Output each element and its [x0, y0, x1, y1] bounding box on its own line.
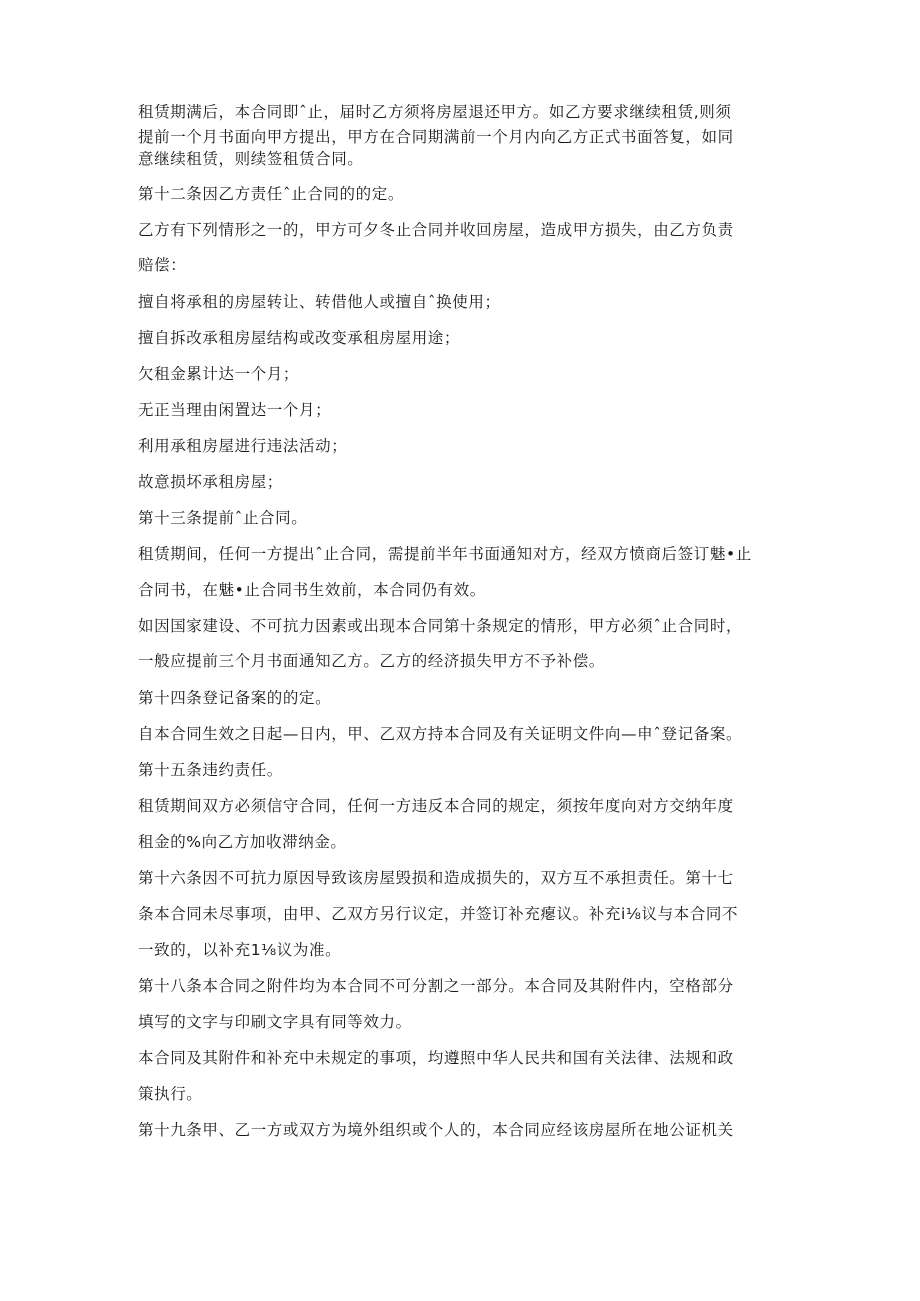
text-line: 第十八条本合同之附件均为本合同不可分割之一部分。本合同及其附件内，空格部分	[138, 977, 734, 995]
text-line: 赔偿：	[138, 256, 187, 274]
text-line: 本合同及其附件和补充中未规定的事项，均遵照中华人民共和国有关法律、法规和政	[138, 1049, 734, 1067]
text-line: 租赁期间双方必须信守合同，任何一方违反本合同的规定，须按年度向对方交纳年度	[138, 797, 734, 815]
article-heading: 第十二条因乙方责任ˆ止合同的的定。	[138, 185, 404, 203]
article-heading: 第十四条登记备案的的定。	[138, 689, 332, 707]
text-line: 擅自将承租的房屋转让、转借他人或擅自ˆ换使用；	[138, 293, 501, 311]
text-line: 如因国家建设、不可抗力因素或出现本合同第十条规定的情形，甲方必须ˆ止合同时，	[138, 617, 743, 635]
text-line: 故意损坏承租房屋；	[138, 473, 283, 491]
text-line: 合同书，在魅•止合同书生效前，本合同仍有效。	[138, 581, 486, 599]
text-line: 租金的%向乙方加收滞纳金。	[138, 833, 347, 851]
text-line: 策执行。	[138, 1085, 203, 1103]
text-line: 擅自拆改承租房屋结构或改变承租房屋用途；	[138, 329, 461, 347]
text-line: 第十六条因不可抗力原因导致该房屋毁损和造成损失的，双方互不承担责任。第十七	[138, 869, 734, 887]
text-line: 无正当理由闲置达一个月；	[138, 401, 332, 419]
text-line: 提前一个月书面向甲方提出，甲方在合同期满前一个月内向乙方正式书面答复，如同	[138, 128, 734, 146]
text-line: 一致的，以补充1⅛议为准。	[138, 941, 342, 959]
text-line: 欠租金累计达一个月；	[138, 365, 300, 383]
text-line: 租赁期间，任何一方提出ˆ止合同，需提前半年书面通知对方，经双方愤商后签订魅•止	[138, 545, 752, 563]
text-line: 第十九条甲、乙一方或双方为境外组织或个人的，本合同应经该房屋所在地公证机关	[138, 1121, 734, 1139]
text-line: 利用承租房屋进行违法活动；	[138, 437, 348, 455]
article-heading: 第十五条违约责任。	[138, 761, 283, 779]
article-heading: 第十三条提前ˆ止合同。	[138, 509, 308, 527]
text-line: 租赁期满后，本合同即ˆ止，届时乙方须将房屋退还甲方。如乙方要求继续租赁,则须	[138, 103, 732, 121]
text-line: 填写的文字与印刷文字具有同等效力。	[138, 1013, 412, 1031]
text-line: 自本合同生效之日起—日内，甲、乙双方持本合同及有关证明文件向—申ˆ登记备案。	[138, 725, 743, 743]
text-line: 乙方有下列情形之一的，甲方可夕冬止合同并收回房屋，造成甲方损失，由乙方负责	[138, 221, 734, 239]
text-line: 条本合同未尽事项，由甲、乙双方另行议定，并签订补充瘪议。补充i⅛议与本合同不	[138, 905, 739, 923]
text-line: 意继续租赁，则续签租赁合同。	[138, 150, 364, 168]
text-line: 一般应提前三个月书面通知乙方。乙方的经济损失甲方不予补偿。	[138, 652, 605, 670]
